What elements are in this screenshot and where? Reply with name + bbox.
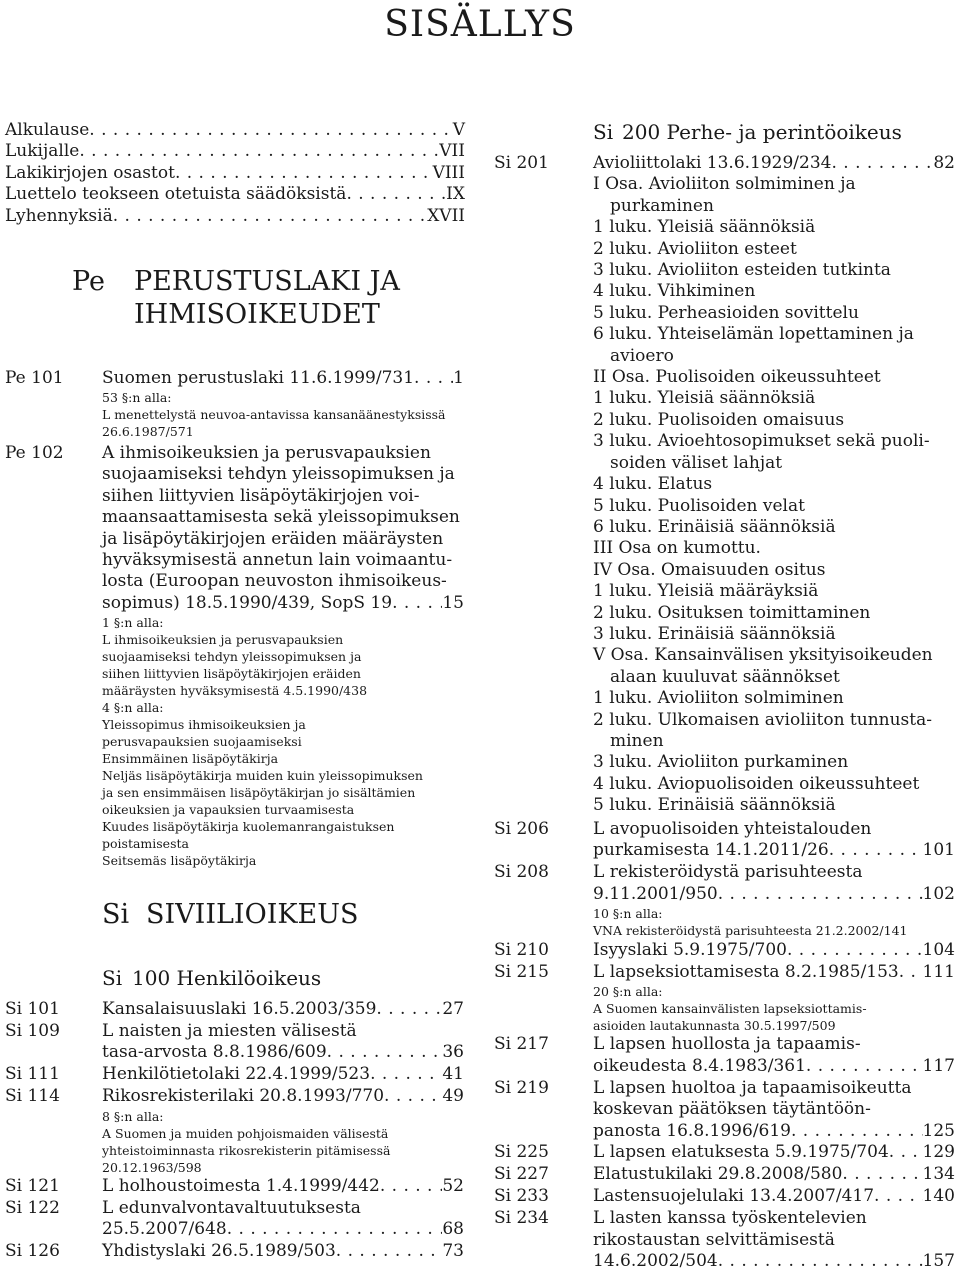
dot-leader <box>336 1241 443 1262</box>
page-number: 27 <box>442 999 464 1019</box>
front-matter-item[interactable] <box>5 206 465 227</box>
entry-note: poistamisesta <box>102 836 189 852</box>
page-number: 36 <box>442 1042 464 1063</box>
entry-title-line <box>593 840 955 861</box>
entry-title: tasa-arvosta 8.8.1986/609 <box>102 1042 327 1063</box>
entry-title-line: L avopuolisoiden yhteistalouden <box>593 819 872 839</box>
entry-code: Si 217 <box>494 1034 549 1055</box>
front-matter-list <box>5 120 465 227</box>
entry-note: siihen liittyvien lisäpöytäkirjojen eräiden <box>102 666 361 682</box>
entry-code: Si 122 <box>5 1197 60 1218</box>
dot-leader <box>889 1142 923 1163</box>
dot-leader <box>874 1186 923 1207</box>
entry-title-line <box>102 1176 464 1197</box>
front-matter-item[interactable] <box>5 163 465 184</box>
entry-title-line: L naisten ja miesten välisestä <box>102 1020 357 1041</box>
entry-title-line <box>102 593 464 614</box>
entry-subline: 4 luku. Vihkiminen <box>593 281 756 302</box>
entry-title-line: hyväksymisestä annetun lain voimaantu- <box>102 550 453 571</box>
dot-leader <box>79 141 439 162</box>
section-code-si: Si <box>102 899 130 930</box>
page-number: IX <box>446 184 465 205</box>
entry-note: A Suomen ja muiden pohjoismaiden välisestä <box>102 1125 389 1141</box>
entry-note: 20.12.1963/598 <box>102 1159 202 1175</box>
toc-entry[interactable] <box>593 962 955 1034</box>
page-number: 68 <box>442 1219 464 1240</box>
entry-title: sopimus) 18.5.1990/439, SopS 19 <box>102 592 393 613</box>
toc-entry-si201[interactable] <box>593 153 955 817</box>
entry-code: Si 234 <box>494 1208 549 1229</box>
entry-title-line <box>102 1241 464 1262</box>
entry-subline: 2 luku. Puolisoiden omaisuus <box>593 409 845 430</box>
entry-title: Luettelo teokseen otetuista säädöksistä <box>5 184 347 205</box>
entry-note: 8 §:n alla: <box>102 1108 164 1124</box>
toc-entry[interactable] <box>593 819 955 862</box>
entry-code: Si 101 <box>5 999 60 1019</box>
dot-leader <box>718 884 923 905</box>
toc-entry[interactable] <box>593 1142 955 1163</box>
entry-subline: II Osa. Puolisoiden oikeussuhteet <box>593 367 881 388</box>
entry-title: panosta 16.8.1996/619 <box>593 1120 791 1141</box>
entry-title: Yhdistyslaki 26.5.1989/503 <box>102 1241 336 1262</box>
entry-title-line <box>593 940 955 961</box>
section-heading-pe-line2: IHMISOIKEUDET <box>134 299 380 330</box>
entry-subline: 4 luku. Aviopuolisoiden oikeussuhteet <box>593 773 920 794</box>
entry-title-line <box>102 1086 464 1107</box>
entry-code: Si 227 <box>494 1164 549 1185</box>
entry-title-line <box>593 1056 955 1077</box>
dot-leader <box>831 153 933 174</box>
dot-leader <box>718 1251 923 1272</box>
entry-title: 14.6.2002/504 <box>593 1250 718 1271</box>
page-number: 125 <box>922 1120 955 1141</box>
entry-notes <box>102 389 464 440</box>
toc-entry[interactable] <box>593 1164 955 1185</box>
entry-title: 9.11.2001/950 <box>593 883 718 904</box>
toc-entry[interactable] <box>102 1086 464 1175</box>
entry-title: Henkilötietolaki 22.4.1999/523 <box>102 1064 371 1085</box>
entry-title-line: maansaattamisesta sekä yleissopimuksen <box>102 507 460 528</box>
entry-code-pe101: Pe 101 <box>5 368 64 388</box>
toc-entry[interactable] <box>102 1064 464 1085</box>
page-number: VII <box>439 141 465 162</box>
section-code-pe: Pe <box>72 266 105 297</box>
entry-subline: purkaminen <box>610 195 714 216</box>
entry-title-line: L lapsen huollosta ja tapaamis- <box>593 1034 861 1055</box>
entry-code: Si 210 <box>494 939 549 960</box>
entry-subline: 1 luku. Avioliiton solmiminen <box>593 688 844 709</box>
entry-note: oikeuksien ja vapauksien turvaamisesta <box>102 802 355 818</box>
entry-note: L ihmisoikeuksien ja perusvapauksien <box>102 632 344 648</box>
dot-leader <box>787 940 923 961</box>
entry-code-pe102: Pe 102 <box>5 443 64 463</box>
toc-entry[interactable] <box>593 940 955 961</box>
entry-title: Elatustukilaki 29.8.2008/580 <box>593 1164 843 1185</box>
entry-subline: 1 luku. Yleisiä säännöksiä <box>593 217 816 238</box>
entry-title: Suomen perustuslaki 11.6.1999/731 <box>102 368 415 388</box>
entry-subline: 5 luku. Puolisoiden velat <box>593 495 805 516</box>
dot-leader <box>370 1064 442 1085</box>
entry-subline: V Osa. Kansainvälisen yksityisoikeuden <box>593 645 933 666</box>
toc-entry[interactable] <box>102 1198 464 1241</box>
entry-title: Lukijalle <box>5 141 80 162</box>
front-matter-item[interactable] <box>5 120 465 141</box>
section-heading-si: SIVIILIOIKEUS <box>146 899 359 930</box>
entry-title: Lastensuojelulaki 13.4.2007/417 <box>593 1186 875 1207</box>
entry-title: purkamisesta 14.1.2011/26 <box>593 840 829 861</box>
entry-code: Si 215 <box>494 961 549 982</box>
entry-note: Seitsemäs lisäpöytäkirja <box>102 853 257 869</box>
dot-leader <box>384 1086 442 1107</box>
entry-code: Si 233 <box>494 1186 549 1207</box>
entry-code: Si 126 <box>5 1241 60 1262</box>
entry-note: 4 §:n alla: <box>102 700 164 716</box>
entry-title-line <box>593 1251 955 1272</box>
toc-entry[interactable] <box>102 1021 464 1064</box>
subsection-heading-si200: 200 Perhe- ja perintöoikeus <box>622 120 902 144</box>
section-heading-pe-line1: PERUSTUSLAKI JA <box>134 266 400 297</box>
page-number: 15 <box>442 592 464 613</box>
entry-subline: 1 luku. Yleisiä määräyksiä <box>593 581 819 602</box>
dot-leader <box>392 593 442 614</box>
entry-note: Kuudes lisäpöytäkirja kuolemanrangaistuksen <box>102 819 395 835</box>
page-number: 41 <box>442 1064 464 1085</box>
toc-entry[interactable] <box>102 1241 464 1262</box>
entry-note: asioiden lautakunnasta 30.5.1997/509 <box>593 1017 836 1033</box>
front-matter-item[interactable] <box>5 141 465 162</box>
entry-title: Kansalaisuuslaki 16.5.2003/359 <box>102 999 377 1019</box>
entry-title: Avioliittolaki 13.6.1929/234 <box>593 153 832 173</box>
page-number: 134 <box>922 1164 955 1185</box>
page-number: 104 <box>922 939 955 960</box>
entry-subline: avioero <box>610 345 674 366</box>
toc-entry-pe102[interactable] <box>102 443 464 869</box>
entry-subline: III Osa on kumottu. <box>593 538 761 559</box>
page-number: 140 <box>922 1186 955 1207</box>
entry-code: Si 111 <box>5 1064 60 1085</box>
front-matter-item[interactable] <box>5 184 465 205</box>
entry-note: 26.6.1987/571 <box>102 424 194 440</box>
page-number: 117 <box>922 1055 955 1076</box>
entry-title: Lakikirjojen osastot <box>5 162 175 183</box>
page-title: SISÄLLYS <box>384 4 576 45</box>
entry-title-line: siihen liittyvien lisäpöytäkirjojen voi- <box>102 485 420 506</box>
entry-title-line <box>102 1219 464 1240</box>
dot-leader <box>842 1164 922 1185</box>
entry-title-line <box>593 884 955 905</box>
entry-note: Neljäs lisäpöytäkirja muiden kuin yleissopimuksen <box>102 768 423 784</box>
entry-title: Alkulause <box>5 120 90 140</box>
entry-code: Si 208 <box>494 862 549 883</box>
page-number: 102 <box>922 883 955 904</box>
entry-subline: 6 luku. Yhteiselämän lopettaminen ja <box>593 324 914 345</box>
entry-subline: 3 luku. Erinäisiä säännöksiä <box>593 623 836 644</box>
toc-entry[interactable] <box>593 1186 955 1207</box>
entry-subline: 3 luku. Avioliiton esteiden tutkinta <box>593 260 891 281</box>
entry-subline: alaan kuuluvat säännökset <box>610 666 840 687</box>
dot-leader <box>89 120 452 141</box>
entry-title-line <box>593 962 955 983</box>
entry-subline: 1 luku. Yleisiä säännöksiä <box>593 388 816 409</box>
page-number: 111 <box>922 961 955 982</box>
entry-title-line: L lasten kanssa työskentelevien <box>593 1208 867 1229</box>
entry-note: 10 §:n alla: <box>593 906 663 922</box>
toc-entry[interactable] <box>102 1176 464 1197</box>
page-number: V <box>452 120 465 140</box>
entry-note: suojaamiseksi tehdyn yleissopimuksen ja <box>102 649 362 665</box>
entry-subline: soiden väliset lahjat <box>610 452 783 473</box>
dot-leader <box>791 1121 923 1142</box>
dot-leader <box>414 368 453 389</box>
entry-title-line <box>102 1042 464 1063</box>
dot-leader <box>376 999 442 1020</box>
entry-subline: 3 luku. Avioliiton purkaminen <box>593 752 849 773</box>
entry-note: määräysten hyväksymisestä 4.5.1990/438 <box>102 683 368 699</box>
dot-leader <box>806 1056 923 1077</box>
entry-title: Isyyslaki 5.9.1975/700 <box>593 939 787 960</box>
entry-title-line: losta (Euroopan neuvoston ihmisoikeus- <box>102 571 447 592</box>
page-number: 101 <box>922 840 955 861</box>
dot-leader <box>380 1176 443 1197</box>
entry-note: 53 §:n alla: <box>102 390 172 406</box>
entry-subline: 2 luku. Avioliiton esteet <box>593 238 797 259</box>
entry-subline: minen <box>610 730 664 751</box>
entry-title-line <box>593 1164 955 1185</box>
dot-leader <box>227 1219 443 1240</box>
entry-title: Lyhennyksiä <box>5 205 113 226</box>
entry-title-line <box>593 1121 955 1142</box>
entry-title-line <box>102 1064 464 1085</box>
entry-subline: 4 luku. Elatus <box>593 474 713 495</box>
dot-leader <box>346 184 446 205</box>
entry-title-line: A ihmisoikeuksien ja perusvapauksien <box>102 443 431 463</box>
entry-title-line: ja lisäpöytäkirjojen eräiden määräysten <box>102 528 444 549</box>
entry-subline: 3 luku. Avioehtosopimukset sekä puoli- <box>593 431 930 452</box>
entry-title-line <box>593 1142 955 1163</box>
entry-title: 25.5.2007/648 <box>102 1219 227 1240</box>
entry-title-line <box>102 368 464 389</box>
entry-subline: 2 luku. Osituksen toimittaminen <box>593 602 871 623</box>
dot-leader <box>327 1042 443 1063</box>
entry-code: Si 219 <box>494 1077 549 1098</box>
toc-entry-pe101[interactable] <box>102 368 464 440</box>
dot-leader <box>829 840 923 861</box>
entry-note: 1 §:n alla: <box>102 615 164 631</box>
entry-title-line <box>593 1186 955 1207</box>
entry-note: ja sen ensimmäisen lisäpöytäkirjan jo sisältämien <box>102 785 416 801</box>
entry-title-line <box>593 153 955 174</box>
entry-title-line: L edunvalvontavaltuutuksesta <box>102 1197 361 1218</box>
dot-leader <box>175 163 433 184</box>
page-number: 157 <box>922 1250 955 1271</box>
entry-subline: 6 luku. Erinäisiä säännöksiä <box>593 516 836 537</box>
entry-note: A Suomen kansainvälisten lapseksiottamis- <box>593 1000 867 1016</box>
dot-leader <box>899 962 923 983</box>
entry-title-line: L rekisteröidystä parisuhteesta <box>593 862 863 883</box>
entry-note: L menettelystä neuvoa-antavissa kansanäänestyksissä <box>102 407 446 423</box>
entry-title: L lapsen elatuksesta 5.9.1975/704 <box>593 1142 889 1163</box>
entry-subline: 5 luku. Erinäisiä säännöksiä <box>593 795 836 816</box>
page-number: VIII <box>432 162 465 183</box>
entry-title-line: suojaamiseksi tehdyn yleissopimuksen ja <box>102 464 455 485</box>
page-number: 52 <box>442 1176 464 1196</box>
page-number: 49 <box>442 1086 464 1107</box>
page-number: 129 <box>922 1142 955 1163</box>
entry-title-line: rikostaustan selvittämisestä <box>593 1229 835 1250</box>
page-number: 73 <box>442 1241 464 1262</box>
entry-subline: 5 luku. Perheasioiden sovittelu <box>593 302 859 323</box>
entry-title-line <box>102 999 464 1020</box>
entry-note: perusvapauksien suojaamiseksi <box>102 734 302 750</box>
entry-title: L holhoustoimesta 1.4.1999/442 <box>102 1176 380 1196</box>
entry-title-line: koskevan päätöksen täytäntöön- <box>593 1099 871 1120</box>
entry-note: Yleissopimus ihmisoikeuksien ja <box>102 717 306 733</box>
entry-subline: IV Osa. Omaisuuden ositus <box>593 559 826 580</box>
entry-code: Si 109 <box>5 1020 60 1041</box>
toc-entry[interactable] <box>593 862 955 939</box>
entry-code: Si 225 <box>494 1142 549 1163</box>
entry-code: Si 114 <box>5 1086 60 1107</box>
toc-entry[interactable] <box>593 1078 955 1142</box>
entry-note: yhteistoiminnasta rikosrekisterin pitämisessä <box>102 1142 391 1158</box>
subsection-heading-si100: 100 Henkilöoikeus <box>132 966 322 990</box>
subsection-code-si200: Si <box>593 120 614 144</box>
entry-title: L lapseksiottamisesta 8.2.1985/153 <box>593 961 899 982</box>
entry-title: oikeudesta 8.4.1983/361 <box>593 1055 806 1076</box>
page-number: 1 <box>453 368 464 388</box>
entry-note: Ensimmäinen lisäpöytäkirja <box>102 751 279 767</box>
subsection-code-si100: Si <box>102 966 123 990</box>
toc-entry[interactable] <box>593 1208 955 1272</box>
entry-subline: 2 luku. Ulkomaisen avioliiton tunnusta- <box>593 709 932 730</box>
entry-code: Si 206 <box>494 819 549 839</box>
entry-title-line: L lapsen huoltoa ja tapaamisoikeutta <box>593 1077 912 1098</box>
entry-note: VNA rekisteröidystä parisuhteesta 21.2.2002/141 <box>593 923 908 939</box>
toc-entry[interactable] <box>102 999 464 1020</box>
entry-title: Rikosrekisterilaki 20.8.1993/770 <box>102 1086 385 1107</box>
entry-code: Si 121 <box>5 1176 60 1196</box>
dot-leader <box>113 206 427 227</box>
toc-entry[interactable] <box>593 1034 955 1077</box>
entry-code-si201: Si 201 <box>494 153 549 173</box>
entry-note: 20 §:n alla: <box>593 983 663 999</box>
page-number: XVII <box>427 205 465 226</box>
page-number: 82 <box>933 153 955 173</box>
entry-subline: I Osa. Avioliiton solmiminen ja <box>593 174 856 195</box>
